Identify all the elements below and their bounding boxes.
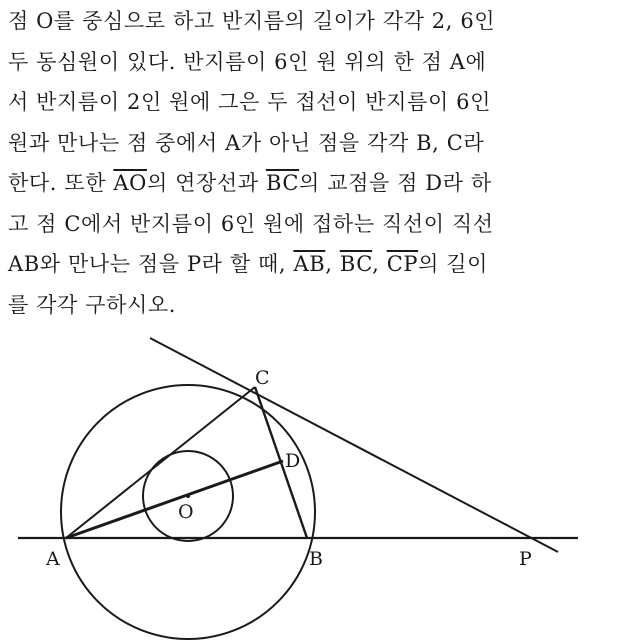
label-d: D (285, 450, 301, 472)
label-c: C (255, 367, 270, 389)
problem-line-3: 서 반지름이 2인 원에 그은 두 접선이 반지름이 6인 (8, 90, 491, 114)
problem-line-5 (8, 166, 612, 207)
center-point-o (186, 494, 190, 498)
problem-line-8: 를 각각 구하시오. (8, 292, 177, 317)
problem-line-1: 점 O를 중심으로 하고 반지름의 길이가 각각 2, 6인 (8, 9, 496, 33)
label-p: P (519, 548, 532, 570)
segment-ad (66, 461, 283, 538)
text-fragment: 의 연장선과 (146, 171, 266, 195)
segment-bc: $\overline{BC}$ (339, 252, 373, 276)
text-fragment: AB와 만나는 점을 P라 할 때, (8, 252, 294, 276)
problem-line-4: 원과 만나는 점 중에서 A가 아닌 점을 각각 B, C라 (8, 130, 485, 155)
tangent-line-c (150, 338, 558, 552)
label-a: A (46, 548, 60, 570)
segment-ac (66, 387, 255, 538)
segment-ao: $\overline{AO}$ (113, 171, 147, 195)
segment-ab: $\overline{AB}$ (293, 252, 326, 276)
text-fragment: , (325, 252, 340, 276)
problem-line-2: 두 동심원이 있다. 반지름이 6인 원 위의 한 점 A에 (8, 49, 487, 74)
text-fragment: , (372, 252, 387, 276)
segment-bc: $\overline{BC}$ (265, 171, 300, 195)
label-b: B (309, 548, 323, 570)
label-o: O (178, 501, 194, 523)
text-fragment: 한다. 또한 (8, 171, 114, 195)
geometry-figure (0, 330, 620, 642)
problem-line-6: 고 점 C에서 반지름이 6인 원에 접하는 직선이 직선 (8, 211, 494, 236)
segment-cp: $\overline{CP}$ (386, 252, 419, 276)
problem-text (8, 4, 612, 328)
problem-line-7 (8, 247, 612, 288)
text-fragment: 의 길이 (418, 252, 489, 276)
text-fragment: 의 교점을 점 D라 하 (299, 171, 492, 195)
